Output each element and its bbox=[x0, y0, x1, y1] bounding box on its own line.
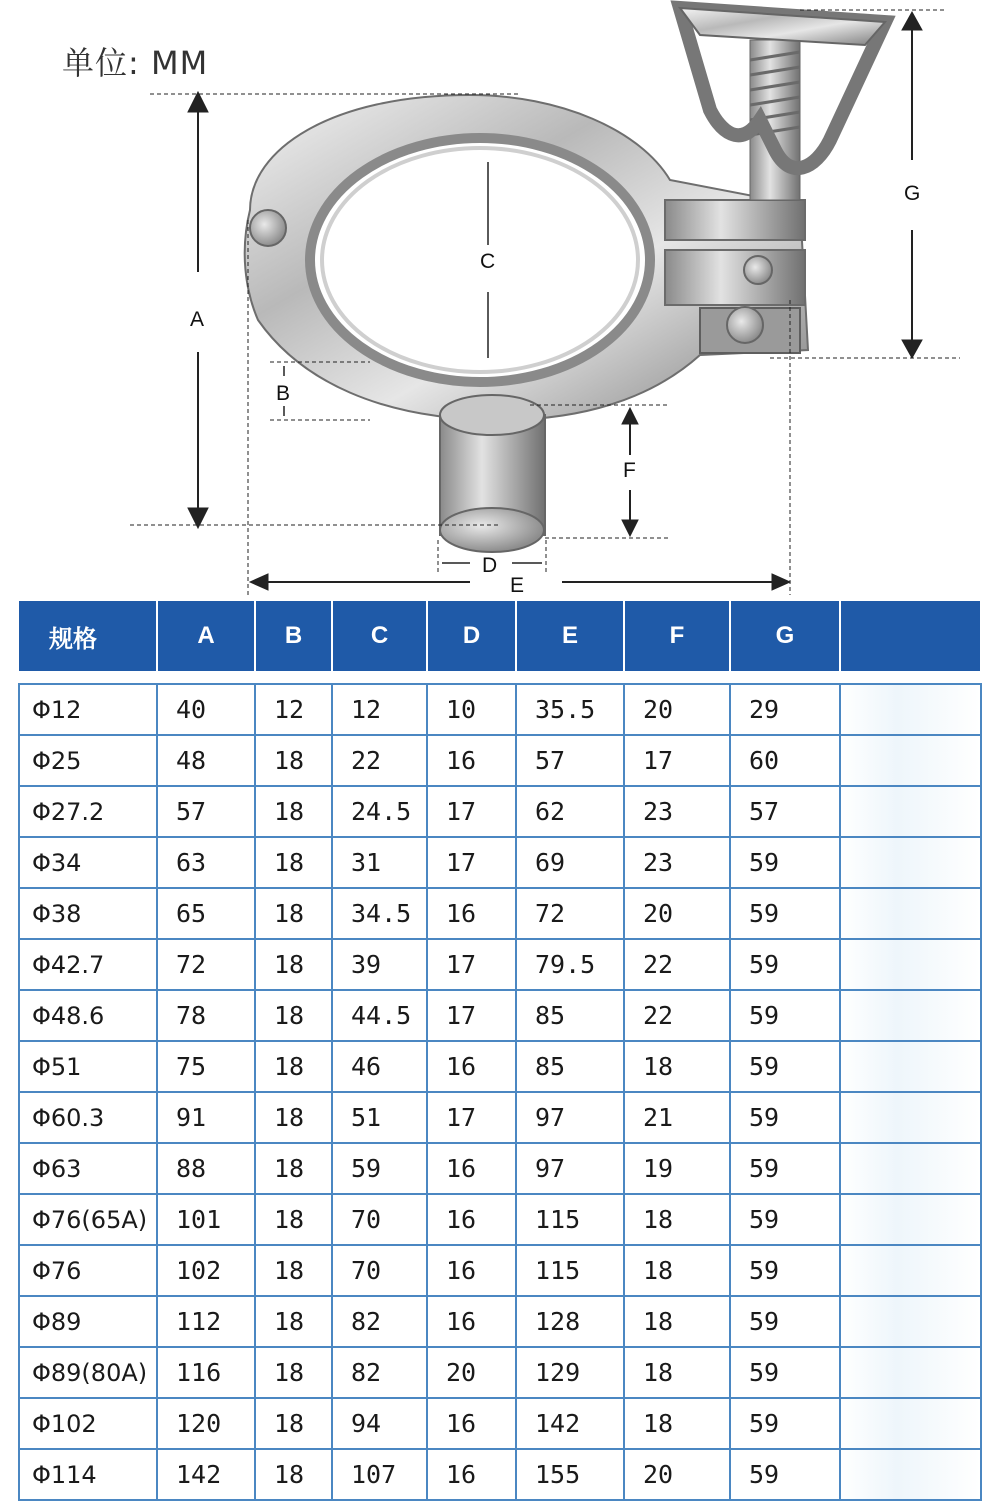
dimension-cell: 18 bbox=[255, 735, 332, 786]
dimension-cell: 102 bbox=[157, 1245, 255, 1296]
dimension-cell: 57 bbox=[730, 786, 840, 837]
dimension-cell: 60 bbox=[730, 735, 840, 786]
header-spec: 规格 bbox=[19, 601, 157, 671]
dimension-cell: 59 bbox=[730, 990, 840, 1041]
header-g: G bbox=[730, 601, 840, 671]
table-row bbox=[19, 1296, 981, 1347]
dimension-cell: 16 bbox=[427, 1449, 516, 1500]
table-row bbox=[19, 1347, 981, 1398]
dimension-cell: 91 bbox=[157, 1092, 255, 1143]
dimension-cell: 120 bbox=[157, 1398, 255, 1449]
table-row bbox=[19, 1245, 981, 1296]
dimension-cell: 18 bbox=[255, 1245, 332, 1296]
header-f: F bbox=[624, 601, 730, 671]
dimension-cell: 115 bbox=[516, 1245, 624, 1296]
table-row bbox=[19, 1041, 981, 1092]
dimension-cell: 18 bbox=[255, 786, 332, 837]
spec-cell: Φ89(80A) bbox=[19, 1347, 157, 1398]
header-c: C bbox=[332, 601, 427, 671]
table-header-row bbox=[19, 601, 981, 671]
spec-cell: Φ42.7 bbox=[19, 939, 157, 990]
dimension-cell: 18 bbox=[624, 1245, 730, 1296]
dimension-cell: 70 bbox=[332, 1194, 427, 1245]
dimension-cell: 75 bbox=[157, 1041, 255, 1092]
dimension-cell: 85 bbox=[516, 990, 624, 1041]
dimension-cell: 129 bbox=[516, 1347, 624, 1398]
header-e: E bbox=[516, 601, 624, 671]
dimension-cell: 155 bbox=[516, 1449, 624, 1500]
header-blank bbox=[840, 601, 981, 671]
dimension-cell: 16 bbox=[427, 1143, 516, 1194]
blank-cell bbox=[840, 1143, 981, 1194]
dimension-cell: 101 bbox=[157, 1194, 255, 1245]
spec-cell: Φ89 bbox=[19, 1296, 157, 1347]
dimension-cell: 12 bbox=[255, 684, 332, 735]
dimension-cell: 63 bbox=[157, 837, 255, 888]
dimension-cell: 79.5 bbox=[516, 939, 624, 990]
dimension-cell: 19 bbox=[624, 1143, 730, 1194]
table-row bbox=[19, 990, 981, 1041]
dimension-cell: 18 bbox=[624, 1194, 730, 1245]
dimension-cell: 18 bbox=[624, 1347, 730, 1398]
dimension-cell: 59 bbox=[332, 1143, 427, 1194]
dimension-cell: 97 bbox=[516, 1143, 624, 1194]
clamp-diagram bbox=[0, 0, 1000, 600]
spec-cell: Φ12 bbox=[19, 684, 157, 735]
table-row bbox=[19, 1092, 981, 1143]
dimension-cell: 16 bbox=[427, 888, 516, 939]
table-row bbox=[19, 939, 981, 990]
dimension-cell: 128 bbox=[516, 1296, 624, 1347]
dimension-cell: 112 bbox=[157, 1296, 255, 1347]
spec-cell: Φ63 bbox=[19, 1143, 157, 1194]
dim-label-a: A bbox=[190, 308, 205, 331]
dimension-cell: 59 bbox=[730, 1194, 840, 1245]
dimension-cell: 18 bbox=[255, 1347, 332, 1398]
dimension-cell: 59 bbox=[730, 939, 840, 990]
dimension-cell: 39 bbox=[332, 939, 427, 990]
dimension-cell: 107 bbox=[332, 1449, 427, 1500]
dimension-cell: 34.5 bbox=[332, 888, 427, 939]
dimension-cell: 18 bbox=[624, 1041, 730, 1092]
blank-cell bbox=[840, 786, 981, 837]
dimension-cell: 18 bbox=[255, 1398, 332, 1449]
dimension-cell: 59 bbox=[730, 1041, 840, 1092]
dim-label-d: D bbox=[482, 554, 498, 577]
table-row bbox=[19, 1143, 981, 1194]
dimension-cell: 16 bbox=[427, 1041, 516, 1092]
dimension-cell: 20 bbox=[624, 1449, 730, 1500]
dimension-cell: 18 bbox=[255, 1296, 332, 1347]
blank-cell bbox=[840, 1194, 981, 1245]
blank-cell bbox=[840, 888, 981, 939]
dimension-cell: 12 bbox=[332, 684, 427, 735]
header-d: D bbox=[427, 601, 516, 671]
dimension-cell: 57 bbox=[157, 786, 255, 837]
blank-cell bbox=[840, 1347, 981, 1398]
spec-cell: Φ27.2 bbox=[19, 786, 157, 837]
dimension-cell: 16 bbox=[427, 735, 516, 786]
dimension-cell: 23 bbox=[624, 837, 730, 888]
dimension-cell: 20 bbox=[624, 684, 730, 735]
dimension-cell: 82 bbox=[332, 1296, 427, 1347]
clamp-body bbox=[245, 95, 808, 420]
header-a: A bbox=[157, 601, 255, 671]
dimension-cell: 59 bbox=[730, 1296, 840, 1347]
dimension-cell: 51 bbox=[332, 1092, 427, 1143]
dimension-cell: 23 bbox=[624, 786, 730, 837]
dimension-cell: 18 bbox=[255, 1143, 332, 1194]
dimension-cell: 69 bbox=[516, 837, 624, 888]
spec-cell: Φ38 bbox=[19, 888, 157, 939]
blank-cell bbox=[840, 990, 981, 1041]
blank-cell bbox=[840, 1092, 981, 1143]
dimension-cell: 17 bbox=[624, 735, 730, 786]
dimension-cell: 18 bbox=[255, 1194, 332, 1245]
dimension-cell: 18 bbox=[255, 888, 332, 939]
unit-label: 单位: MM bbox=[62, 44, 209, 82]
dimension-cell: 59 bbox=[730, 1245, 840, 1296]
dimension-cell: 40 bbox=[157, 684, 255, 735]
dimension-cell: 62 bbox=[516, 786, 624, 837]
dimension-cell: 22 bbox=[624, 939, 730, 990]
table-row bbox=[19, 735, 981, 786]
spec-cell: Φ25 bbox=[19, 735, 157, 786]
dimension-cell: 10 bbox=[427, 684, 516, 735]
table-row bbox=[19, 786, 981, 837]
dimension-cell: 24.5 bbox=[332, 786, 427, 837]
dimension-cell: 16 bbox=[427, 1398, 516, 1449]
dimension-cell: 18 bbox=[255, 939, 332, 990]
dimension-cell: 18 bbox=[624, 1398, 730, 1449]
spec-cell: Φ48.6 bbox=[19, 990, 157, 1041]
spec-cell: Φ76(65A) bbox=[19, 1194, 157, 1245]
spec-table bbox=[18, 601, 982, 1501]
dimension-cell: 88 bbox=[157, 1143, 255, 1194]
dimension-cell: 57 bbox=[516, 735, 624, 786]
dimension-cell: 116 bbox=[157, 1347, 255, 1398]
blank-cell bbox=[840, 735, 981, 786]
dimension-cell: 16 bbox=[427, 1296, 516, 1347]
dimension-cell: 48 bbox=[157, 735, 255, 786]
table-spacer bbox=[19, 671, 981, 684]
dimension-cell: 16 bbox=[427, 1245, 516, 1296]
dimension-cell: 59 bbox=[730, 837, 840, 888]
blank-cell bbox=[840, 1449, 981, 1500]
dimension-cell: 18 bbox=[255, 990, 332, 1041]
blank-cell bbox=[840, 1398, 981, 1449]
dimension-cell: 17 bbox=[427, 990, 516, 1041]
dimension-cell: 59 bbox=[730, 1092, 840, 1143]
dimension-cell: 142 bbox=[157, 1449, 255, 1500]
wing-nut bbox=[680, 8, 885, 200]
dimension-cell: 59 bbox=[730, 1347, 840, 1398]
table-row bbox=[19, 684, 981, 735]
dimension-cell: 97 bbox=[516, 1092, 624, 1143]
blank-cell bbox=[840, 1296, 981, 1347]
dimension-cell: 70 bbox=[332, 1245, 427, 1296]
dimension-cell: 29 bbox=[730, 684, 840, 735]
table-row bbox=[19, 1194, 981, 1245]
spec-cell: Φ102 bbox=[19, 1398, 157, 1449]
dimension-cell: 65 bbox=[157, 888, 255, 939]
dimension-cell: 16 bbox=[427, 1194, 516, 1245]
dimension-cell: 18 bbox=[255, 837, 332, 888]
dimension-cell: 78 bbox=[157, 990, 255, 1041]
dimension-cell: 21 bbox=[624, 1092, 730, 1143]
dimension-cell: 72 bbox=[516, 888, 624, 939]
dimension-cell: 59 bbox=[730, 1398, 840, 1449]
dimension-cell: 17 bbox=[427, 837, 516, 888]
dimension-cell: 22 bbox=[332, 735, 427, 786]
dimension-cell: 17 bbox=[427, 1092, 516, 1143]
dimension-cell: 20 bbox=[427, 1347, 516, 1398]
table-body bbox=[19, 671, 981, 1500]
dimension-cell: 44.5 bbox=[332, 990, 427, 1041]
dimension-cell: 20 bbox=[624, 888, 730, 939]
dim-label-b: B bbox=[276, 382, 291, 405]
dimension-cell: 94 bbox=[332, 1398, 427, 1449]
spec-cell: Φ60.3 bbox=[19, 1092, 157, 1143]
dimension-cell: 18 bbox=[255, 1041, 332, 1092]
blank-cell bbox=[840, 684, 981, 735]
table-row bbox=[19, 888, 981, 939]
dimension-cell: 35.5 bbox=[516, 684, 624, 735]
dimension-cell: 59 bbox=[730, 1449, 840, 1500]
blank-cell bbox=[840, 1245, 981, 1296]
dimension-cell: 17 bbox=[427, 786, 516, 837]
dimension-cell: 18 bbox=[255, 1092, 332, 1143]
dim-label-c: C bbox=[480, 250, 496, 273]
dimension-cell: 59 bbox=[730, 888, 840, 939]
clamp-drawing bbox=[0, 0, 1000, 600]
header-b: B bbox=[255, 601, 332, 671]
dimension-cell: 142 bbox=[516, 1398, 624, 1449]
dim-label-g: G bbox=[904, 182, 921, 205]
dimension-cell: 17 bbox=[427, 939, 516, 990]
dimension-cell: 72 bbox=[157, 939, 255, 990]
dimension-cell: 31 bbox=[332, 837, 427, 888]
clamp-pin bbox=[440, 395, 545, 552]
dimension-cell: 22 bbox=[624, 990, 730, 1041]
spec-cell: Φ114 bbox=[19, 1449, 157, 1500]
dimension-cell: 46 bbox=[332, 1041, 427, 1092]
dimension-cell: 18 bbox=[255, 1449, 332, 1500]
dimension-cell: 82 bbox=[332, 1347, 427, 1398]
table-row bbox=[19, 1449, 981, 1500]
blank-cell bbox=[840, 939, 981, 990]
dimension-cell: 18 bbox=[624, 1296, 730, 1347]
table-row bbox=[19, 837, 981, 888]
dim-label-e: E bbox=[510, 574, 525, 597]
blank-cell bbox=[840, 1041, 981, 1092]
spec-cell: Φ76 bbox=[19, 1245, 157, 1296]
blank-cell bbox=[840, 837, 981, 888]
dimension-cell: 59 bbox=[730, 1143, 840, 1194]
spec-cell: Φ51 bbox=[19, 1041, 157, 1092]
spec-cell: Φ34 bbox=[19, 837, 157, 888]
dimension-cell: 85 bbox=[516, 1041, 624, 1092]
dim-label-f: F bbox=[623, 459, 636, 482]
dimension-cell: 115 bbox=[516, 1194, 624, 1245]
table-row bbox=[19, 1398, 981, 1449]
